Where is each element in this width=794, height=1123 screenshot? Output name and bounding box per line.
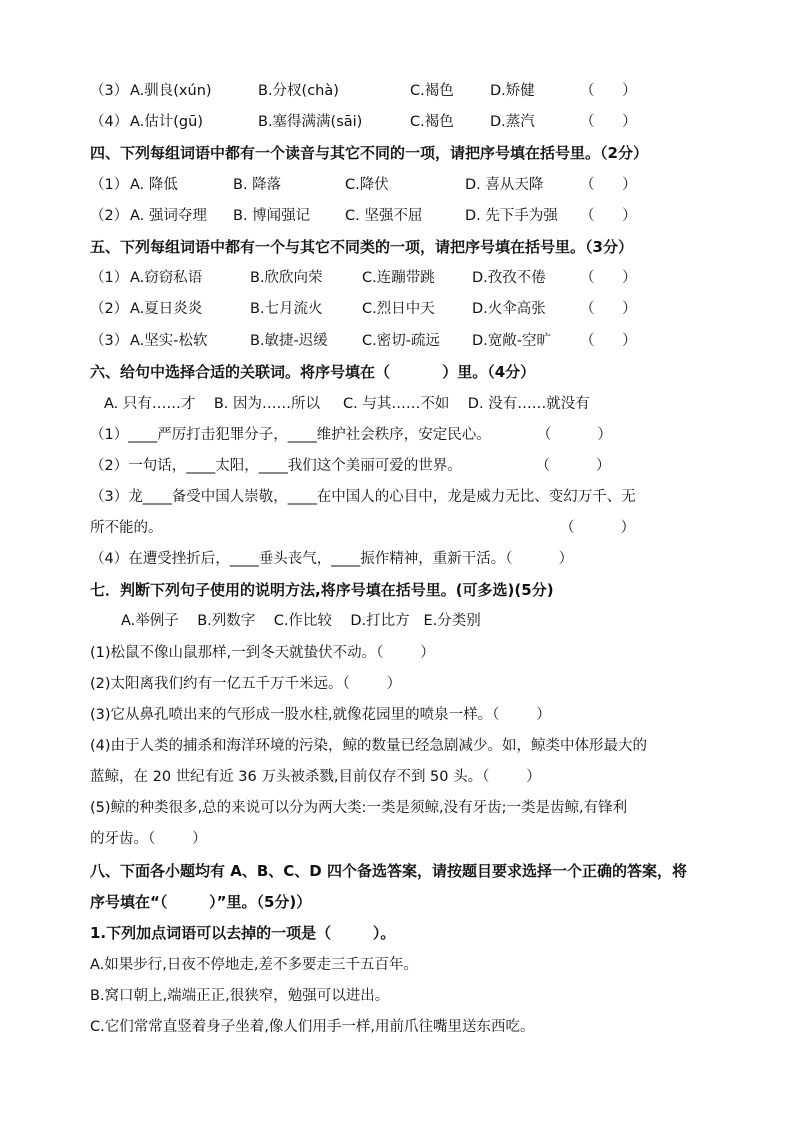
- sec6-q3-line1: （3）龙____备受中国人崇敬，____在中国人的心目中，龙是威力无比、变幻万千、无: [90, 489, 636, 505]
- sec7-options: A.举例子 B.列数字 C.作比较 D.打比方 E.分类别: [121, 613, 481, 629]
- sec7-q5-line2: 的牙齿。（ ）: [90, 831, 207, 847]
- row-num: （2）: [90, 301, 129, 317]
- sec5-row-3: [0, 331, 637, 351]
- option-a: A.驯良(xún): [130, 83, 212, 99]
- option-b: B. 降落: [233, 177, 282, 193]
- option-c: C.降伏: [345, 177, 389, 193]
- option-a: A.坚实-松软: [130, 333, 208, 349]
- answer-blank[interactable]: （ ）: [580, 208, 637, 224]
- answer-blank[interactable]: （ ）: [580, 333, 637, 349]
- answer-blank[interactable]: （ ）: [580, 301, 637, 317]
- sec7-q1: (1)松鼠不像山鼠那样,一到冬天就蛰伏不动。（ ）: [90, 645, 435, 661]
- section-6-title: 六、给句中选择合适的关联词。将序号填在（ ）里。（4分）: [90, 363, 536, 381]
- sec6-q3-answer-blank[interactable]: （ ）: [560, 520, 636, 536]
- option-c: C.密切-疏远: [362, 333, 440, 349]
- row-num: （1）: [90, 177, 129, 193]
- option-c: C.褐色: [410, 114, 454, 130]
- row-num: （4）: [90, 114, 129, 130]
- answer-blank[interactable]: （ ）: [580, 83, 637, 99]
- sec8-option-a: A.如果步行,日夜不停地走,差不多要走三千五百年。: [90, 957, 418, 973]
- option-c: C.烈日中天: [362, 301, 435, 317]
- option-b: B.分杈(chà): [258, 83, 339, 99]
- option-d: D. 喜从天降: [465, 177, 544, 193]
- answer-blank[interactable]: （ ）: [580, 114, 637, 130]
- sec7-q5-line1: (5)鲸的种类很多,总的来说可以分为两大类:一类是须鲸,没有牙齿;一类是齿鲸,有锋利: [90, 800, 628, 816]
- option-d: D.矫健: [490, 83, 535, 99]
- sec5-row-1: [0, 268, 637, 288]
- option-b: B.欣欣向荣: [250, 270, 323, 286]
- option-a: A. 降低: [130, 177, 178, 193]
- option-b: B.七月流火: [250, 301, 323, 317]
- sec7-q4-line1: (4)由于人类的捕杀和海洋环境的污染，鲸的数量已经急剧减少。如，鲸类中体形最大的: [90, 738, 648, 754]
- option-d: D.蒸汽: [490, 114, 535, 130]
- option-a: A. 强词夺理: [130, 208, 207, 224]
- option-b: B. 博闻强记: [233, 208, 311, 224]
- sec6-q4: （4）在遭受挫折后，____垂头丧气，____振作精神，重新干活。（ ）: [90, 551, 574, 567]
- sec4-row-1: [0, 175, 637, 195]
- option-b: B.塞得满满(sāi): [258, 114, 363, 130]
- row-num: （1）: [90, 270, 129, 286]
- sec6-q1: （1）____严厉打击犯罪分子，____维护社会秩序，安定民心。 （ ）: [90, 427, 612, 443]
- option-d: D.火伞高张: [472, 301, 546, 317]
- sec8-q1: 1.下列加点词语可以去掉的一项是（ ）。: [90, 924, 396, 942]
- option-b: B.敏捷-迟缓: [250, 333, 328, 349]
- sec8-option-b: B.窝口朝上,端端正正,很狭窄，勉强可以进出。: [90, 988, 390, 1004]
- row-num: （3）: [90, 333, 129, 349]
- option-a: A.窃窃私语: [130, 270, 203, 286]
- sec7-q3: (3)它从鼻孔喷出来的气形成一股水柱,就像花园里的喷泉一样。（ ）: [90, 707, 551, 723]
- sec7-q4-line2: 蓝鲸，在 20 世纪有近 36 万头被杀戮,目前仅存不到 50 头。（ ）: [90, 769, 541, 785]
- q3-row-4: [0, 112, 637, 132]
- option-c: C.褐色: [410, 83, 454, 99]
- answer-blank[interactable]: （ ）: [580, 270, 637, 286]
- sec8-option-c: C.它们常常直竖着身子坐着,像人们用手一样,用前爪往嘴里送东西吃。: [90, 1019, 535, 1035]
- option-d: D. 先下手为强: [465, 208, 558, 224]
- option-c: C.连蹦带跳: [362, 270, 435, 286]
- section-7-title: 七．判断下列句子使用的说明方法,将序号填在括号里。(可多选)(5分): [90, 581, 554, 599]
- sec5-row-2: [0, 299, 637, 319]
- option-d: D.宽敞-空旷: [472, 333, 552, 349]
- sec7-q2: (2)太阳离我们约有一亿五千万千米远。（ ）: [90, 676, 402, 692]
- row-num: （2）: [90, 208, 129, 224]
- sec6-q3-line2: 所不能的。: [90, 520, 163, 536]
- section-8-title-line1: 八、下面各小题均有 A、B、C、D 四个备选答案，请按题目要求选择一个正确的答案，将: [90, 862, 687, 880]
- sec4-row-2: [0, 206, 637, 226]
- option-d: D.孜孜不倦: [472, 270, 546, 286]
- sec6-q2: （2）一句话，____太阳，____我们这个美丽可爱的世界。 （ ）: [90, 458, 611, 474]
- option-a: A.夏日炎炎: [130, 301, 203, 317]
- section-8-title-line2: 序号填在“（ ）”里。（5分)）: [90, 893, 312, 911]
- q3-row-3: [0, 81, 637, 101]
- section-4-title: 四、下列每组词语中都有一个读音与其它不同的一项，请把序号填在括号里。（2分）: [90, 144, 648, 162]
- section-5-title: 五、下列每组词语中都有一个与其它不同类的一项，请把序号填在括号里。（3分）: [90, 238, 633, 256]
- option-c: C. 坚强不屈: [345, 208, 423, 224]
- sec6-options: A. 只有……才 B. 因为……所以 C. 与其……不如 D. 没有……就没有: [104, 396, 590, 412]
- row-num: （3）: [90, 83, 129, 99]
- answer-blank[interactable]: （ ）: [580, 177, 637, 193]
- option-a: A.估计(gū): [130, 114, 203, 130]
